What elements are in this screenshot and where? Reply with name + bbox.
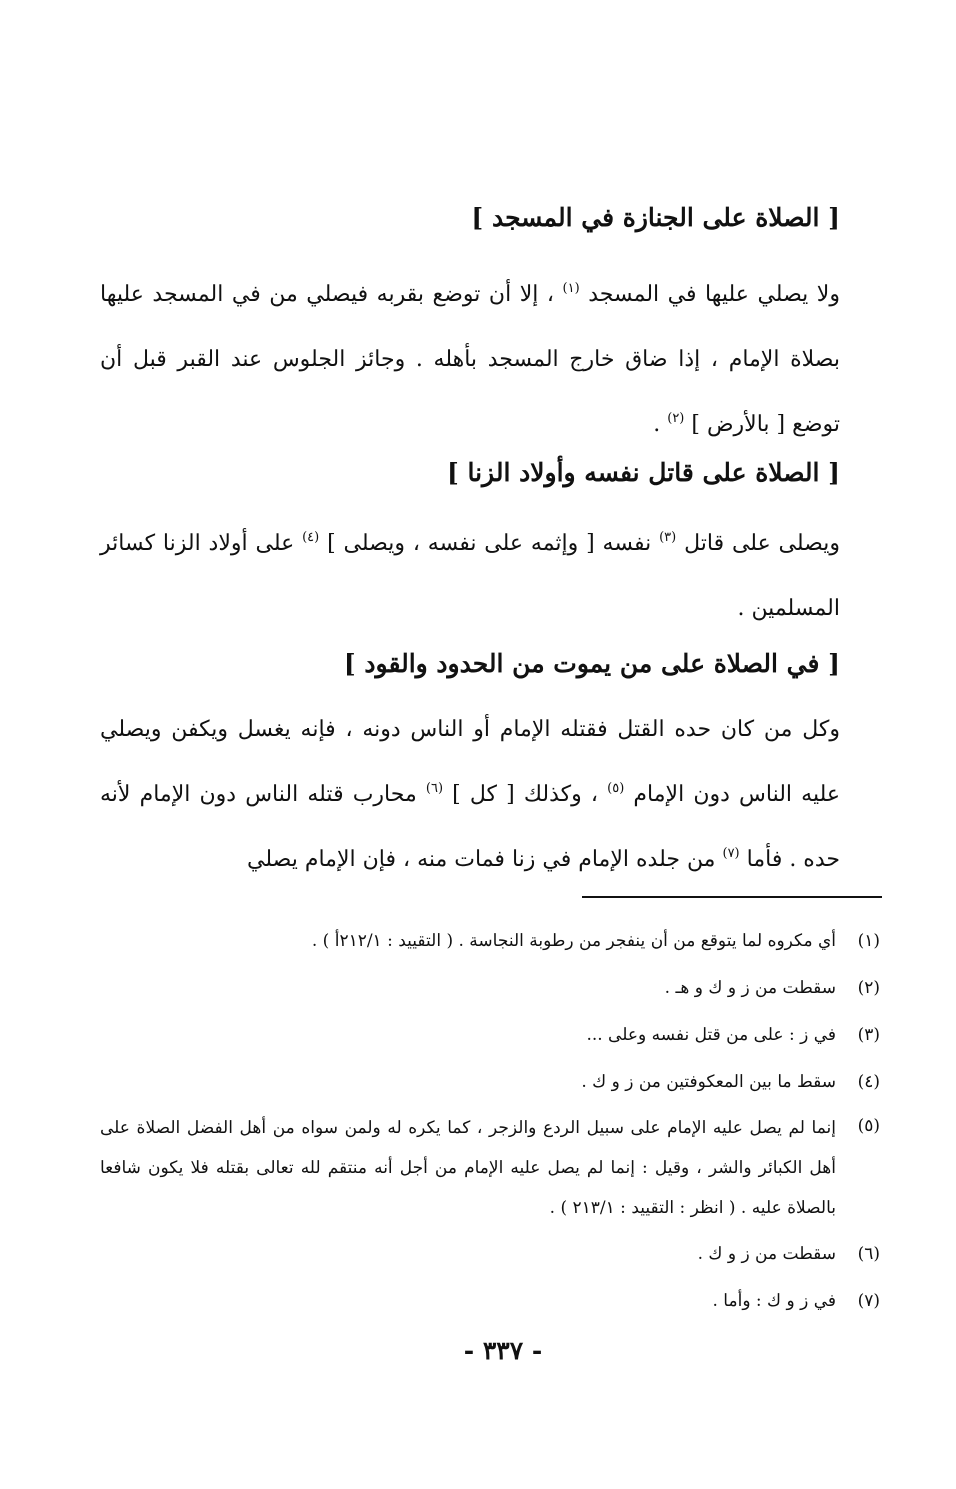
paragraph-text: ، وكذلك [ كل ] <box>452 782 598 807</box>
footnote-item <box>100 918 880 965</box>
footnote-number: (٦) <box>857 1244 880 1264</box>
paragraph-text: محارب قتله الناس دون الإمام لأنه حده . فأما <box>100 782 840 872</box>
footnote-number: (٣) <box>857 1025 880 1045</box>
section-paragraph-funeral-prayer-in-mosque <box>100 262 840 457</box>
footnote-marker[interactable]: (١) <box>562 281 580 296</box>
footnote-text: سقط ما بين المعكوفتين من ز و ك . <box>581 1072 836 1092</box>
paragraph-text: ، إلا أن توضع بقربه فيصلي من في المسجد عليها بصلاة الإمام ، إذا ضاق خارج المسجد بأهله . وجائز الجلوس عند القبر قبل أن توضع [ بالأرض ] <box>100 282 840 437</box>
page-number: - ٣٣٧ - <box>463 1336 543 1365</box>
footnote-item <box>100 965 880 1012</box>
footnote-item <box>100 1012 880 1059</box>
section-paragraph-hudud-and-qawad <box>100 697 840 892</box>
footnote-marker[interactable]: (٣) <box>659 530 677 545</box>
footnote-marker[interactable]: (٤) <box>302 530 320 545</box>
footnote-text: سقطت من ز و ك و هـ . <box>664 978 836 998</box>
footnote-marker[interactable]: (٧) <box>722 846 740 861</box>
footnote-marker[interactable]: (٢) <box>667 411 685 426</box>
footnote-number: (٢) <box>857 978 880 998</box>
paragraph-text: على أولاد الزنا كسائر المسلمين . <box>100 531 840 621</box>
footnote-item <box>100 1059 880 1106</box>
paragraph-text: . <box>653 412 661 437</box>
section-heading-funeral-prayer-in-mosque: [ الصلاة على الجنازة في المسجد ] <box>471 203 840 232</box>
footnotes-list <box>100 918 880 1325</box>
footnote-item <box>100 1106 880 1231</box>
footnote-marker[interactable]: (٥) <box>607 781 625 796</box>
footnote-item <box>100 1231 880 1278</box>
footnote-separator <box>582 896 882 898</box>
paragraph-text: وكل من كان حده القتل فقتله الإمام أو الناس دونه ، فإنه يغسل ويكفن ويصلي عليه الناس دون الإمام <box>100 717 841 807</box>
footnote-text: أي مكروه لما يتوقع من أن ينفجر من رطوبة النجاسة . ( التقييد : ٢١٢/١أ ) . <box>311 931 836 951</box>
footnote-number: (٧) <box>857 1291 880 1311</box>
paragraph-text: ولا يصلي عليها في المسجد <box>588 282 840 307</box>
paragraph-text: من جلده الإمام في زنا فمات منه ، فإن الإمام يصلي <box>247 847 716 872</box>
section-heading-hudud-and-qawad: [ في الصلاة على من يموت من الحدود والقود ] <box>343 649 840 678</box>
footnote-text: في ز و ك : وأما . <box>712 1291 836 1311</box>
footnote-text: في ز : على من قتل نفسه وعلى ... <box>586 1025 836 1045</box>
footnote-number: (١) <box>857 931 880 951</box>
paragraph-text: ويصلى على قاتل <box>684 531 840 556</box>
footnote-text: سقطت من ز و ك . <box>697 1244 836 1264</box>
footnote-marker[interactable]: (٦) <box>425 781 444 796</box>
section-heading-suicide-and-illegitimate: [ الصلاة على قاتل نفسه وأولاد الزنا ] <box>446 458 840 487</box>
paragraph-text: نفسه [ وإثمه على نفسه ، ويصلى ] <box>327 531 652 556</box>
section-paragraph-suicide-and-illegitimate <box>100 511 840 641</box>
footnote-number: (٤) <box>857 1072 880 1092</box>
footnote-text: إنما لم يصل عليه الإمام على سبيل الردع والزجر ، كما يكره له ولمن سواه من أهل الفضل الصلاة على أهل الكبائر والشر ، وقيل : إنما لم يصل عليه الإمام من أجل أنه منتقم لله تعالى بقتله فلا يكون شافعا بالصلاة عليه . ( انظر : التقييد : ٢١٣/١ ) . <box>100 1118 836 1218</box>
footnote-item <box>100 1278 880 1325</box>
footnote-number: (٥) <box>857 1116 880 1136</box>
